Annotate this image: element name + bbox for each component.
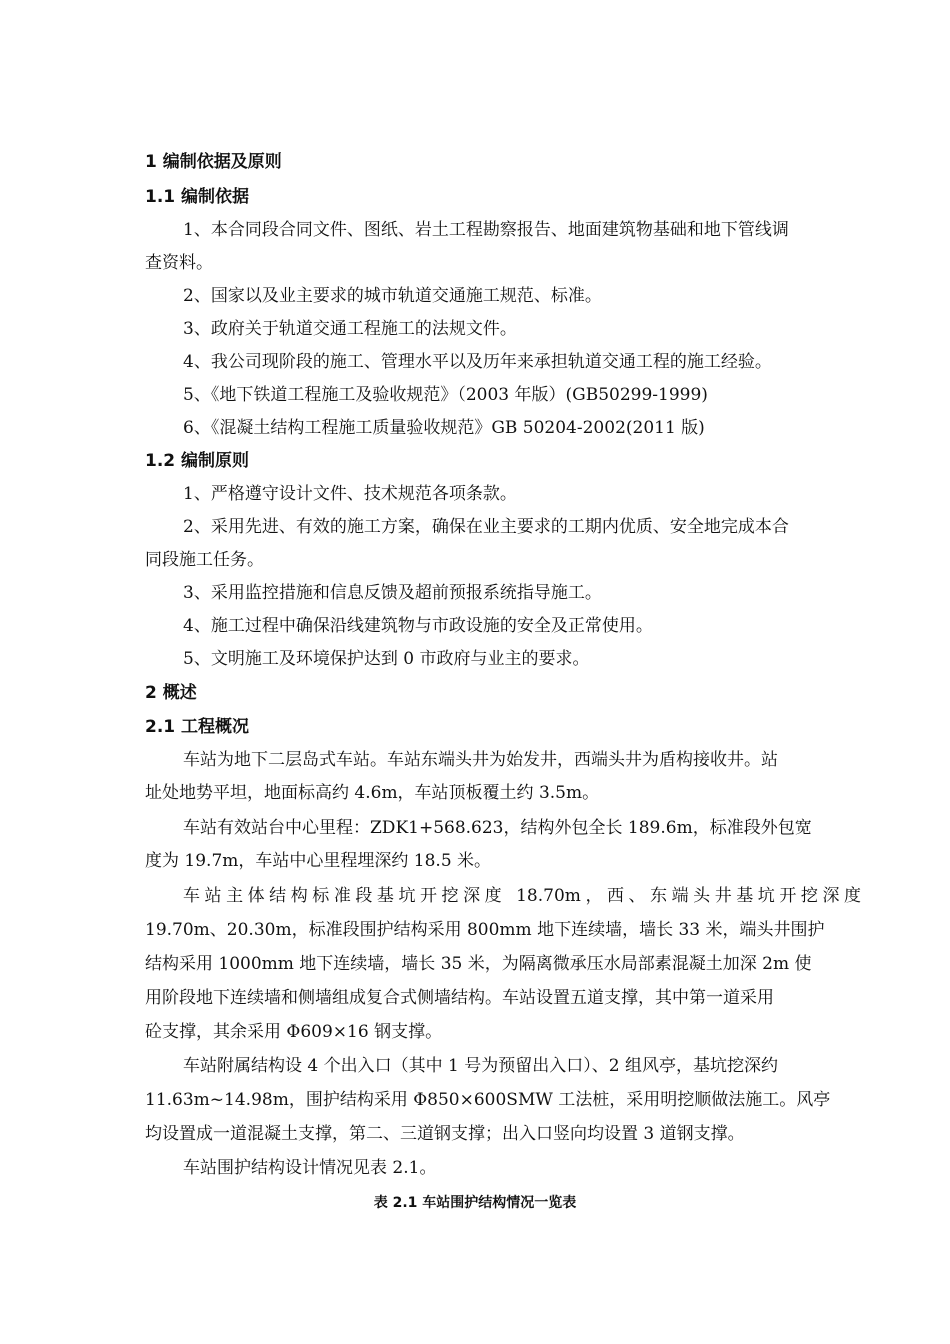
paragraph-2-1-c-line1: 车站主体结构标准段基坑开挖深度 18.70m，西、东端头井基坑开挖深度 (183, 886, 861, 906)
paragraph-1-1-5: 5、《地下铁道工程施工及验收规范》（2003 年版）(GB50299-1999) (183, 385, 708, 405)
section-1-1-heading: 1.1 编制依据 (145, 187, 250, 207)
paragraph-1-1-6: 6、《混凝土结构工程施工质量验收规范》GB 50204-2002(2011 版) (183, 418, 705, 438)
paragraph-1-1-3: 3、政府关于轨道交通工程施工的法规文件。 (183, 319, 517, 339)
paragraph-1-2-4: 4、施工过程中确保沿线建筑物与市政设施的安全及正常使用。 (183, 616, 653, 636)
paragraph-1-2-1: 1、严格遵守设计文件、技术规范各项条款。 (183, 484, 517, 504)
paragraph-2-1-e: 车站围护结构设计情况见表 2.1。 (183, 1158, 437, 1178)
paragraph-2-1-a-line2: 址处地势平坦，地面标高约 4.6m，车站顶板覆土约 3.5m。 (145, 783, 600, 803)
paragraph-2-1-c-line4: 用阶段地下连续墙和侧墙组成复合式侧墙结构。车站设置五道支撑，其中第一道采用 (145, 988, 774, 1008)
paragraph-2-1-d-line1: 车站附属结构设 4 个出入口（其中 1 号为预留出入口）、2 组风亭，基坑挖深约 (183, 1056, 778, 1076)
paragraph-2-1-a-line1: 车站为地下二层岛式车站。车站东端头井为始发井，西端头井为盾构接收井。站 (183, 750, 778, 770)
section-2-heading: 2 概述 (145, 683, 197, 703)
paragraph-1-1-1-line2: 查资料。 (145, 253, 213, 273)
paragraph-1-2-3: 3、采用监控措施和信息反馈及超前预报系统指导施工。 (183, 583, 602, 603)
paragraph-1-2-5: 5、文明施工及环境保护达到 0 市政府与业主的要求。 (183, 649, 590, 669)
paragraph-2-1-d-line2: 11.63m~14.98m，围护结构采用 Φ850×600SMW 工法桩，采用明挖顺做法施工。风亭 (145, 1090, 831, 1110)
paragraph-1-1-1-line1: 1、本合同段合同文件、图纸、岩土工程勘察报告、地面建筑物基础和地下管线调 (183, 220, 789, 240)
paragraph-2-1-c-line2: 19.70m、20.30m，标准段围护结构采用 800mm 地下连续墙，墙长 33 米，端头井围护 (145, 920, 825, 940)
paragraph-2-1-b-line1: 车站有效站台中心里程：ZDK1+568.623，结构外包全长 189.6m，标准段外包宽 (183, 818, 812, 838)
paragraph-2-1-d-line3: 均设置成一道混凝土支撑，第二、三道钢支撑；出入口竖向均设置 3 道钢支撑。 (145, 1124, 745, 1144)
section-2-1-heading: 2.1 工程概况 (145, 717, 250, 737)
paragraph-2-1-c-line3: 结构采用 1000mm 地下连续墙，墙长 35 米，为隔离微承压水局部素混凝土加深 2m 使 (145, 954, 812, 974)
table-caption: 表 2.1 车站围护结构情况一览表 (373, 1195, 577, 1211)
paragraph-2-1-c-line5: 砼支撑，其余采用 Φ609×16 钢支撑。 (145, 1022, 443, 1042)
section-1-heading: 1 编制依据及原则 (145, 152, 282, 172)
paragraph-2-1-b-line2: 度为 19.7m，车站中心里程埋深约 18.5 米。 (145, 851, 492, 871)
paragraph-1-2-2-line1: 2、采用先进、有效的施工方案，确保在业主要求的工期内优质、安全地完成本合 (183, 517, 789, 537)
paragraph-1-2-2-line2: 同段施工任务。 (145, 550, 264, 570)
paragraph-1-1-4: 4、我公司现阶段的施工、管理水平以及历年来承担轨道交通工程的施工经验。 (183, 352, 772, 372)
paragraph-1-1-2: 2、国家以及业主要求的城市轨道交通施工规范、标准。 (183, 286, 602, 306)
section-1-2-heading: 1.2 编制原则 (145, 451, 250, 471)
